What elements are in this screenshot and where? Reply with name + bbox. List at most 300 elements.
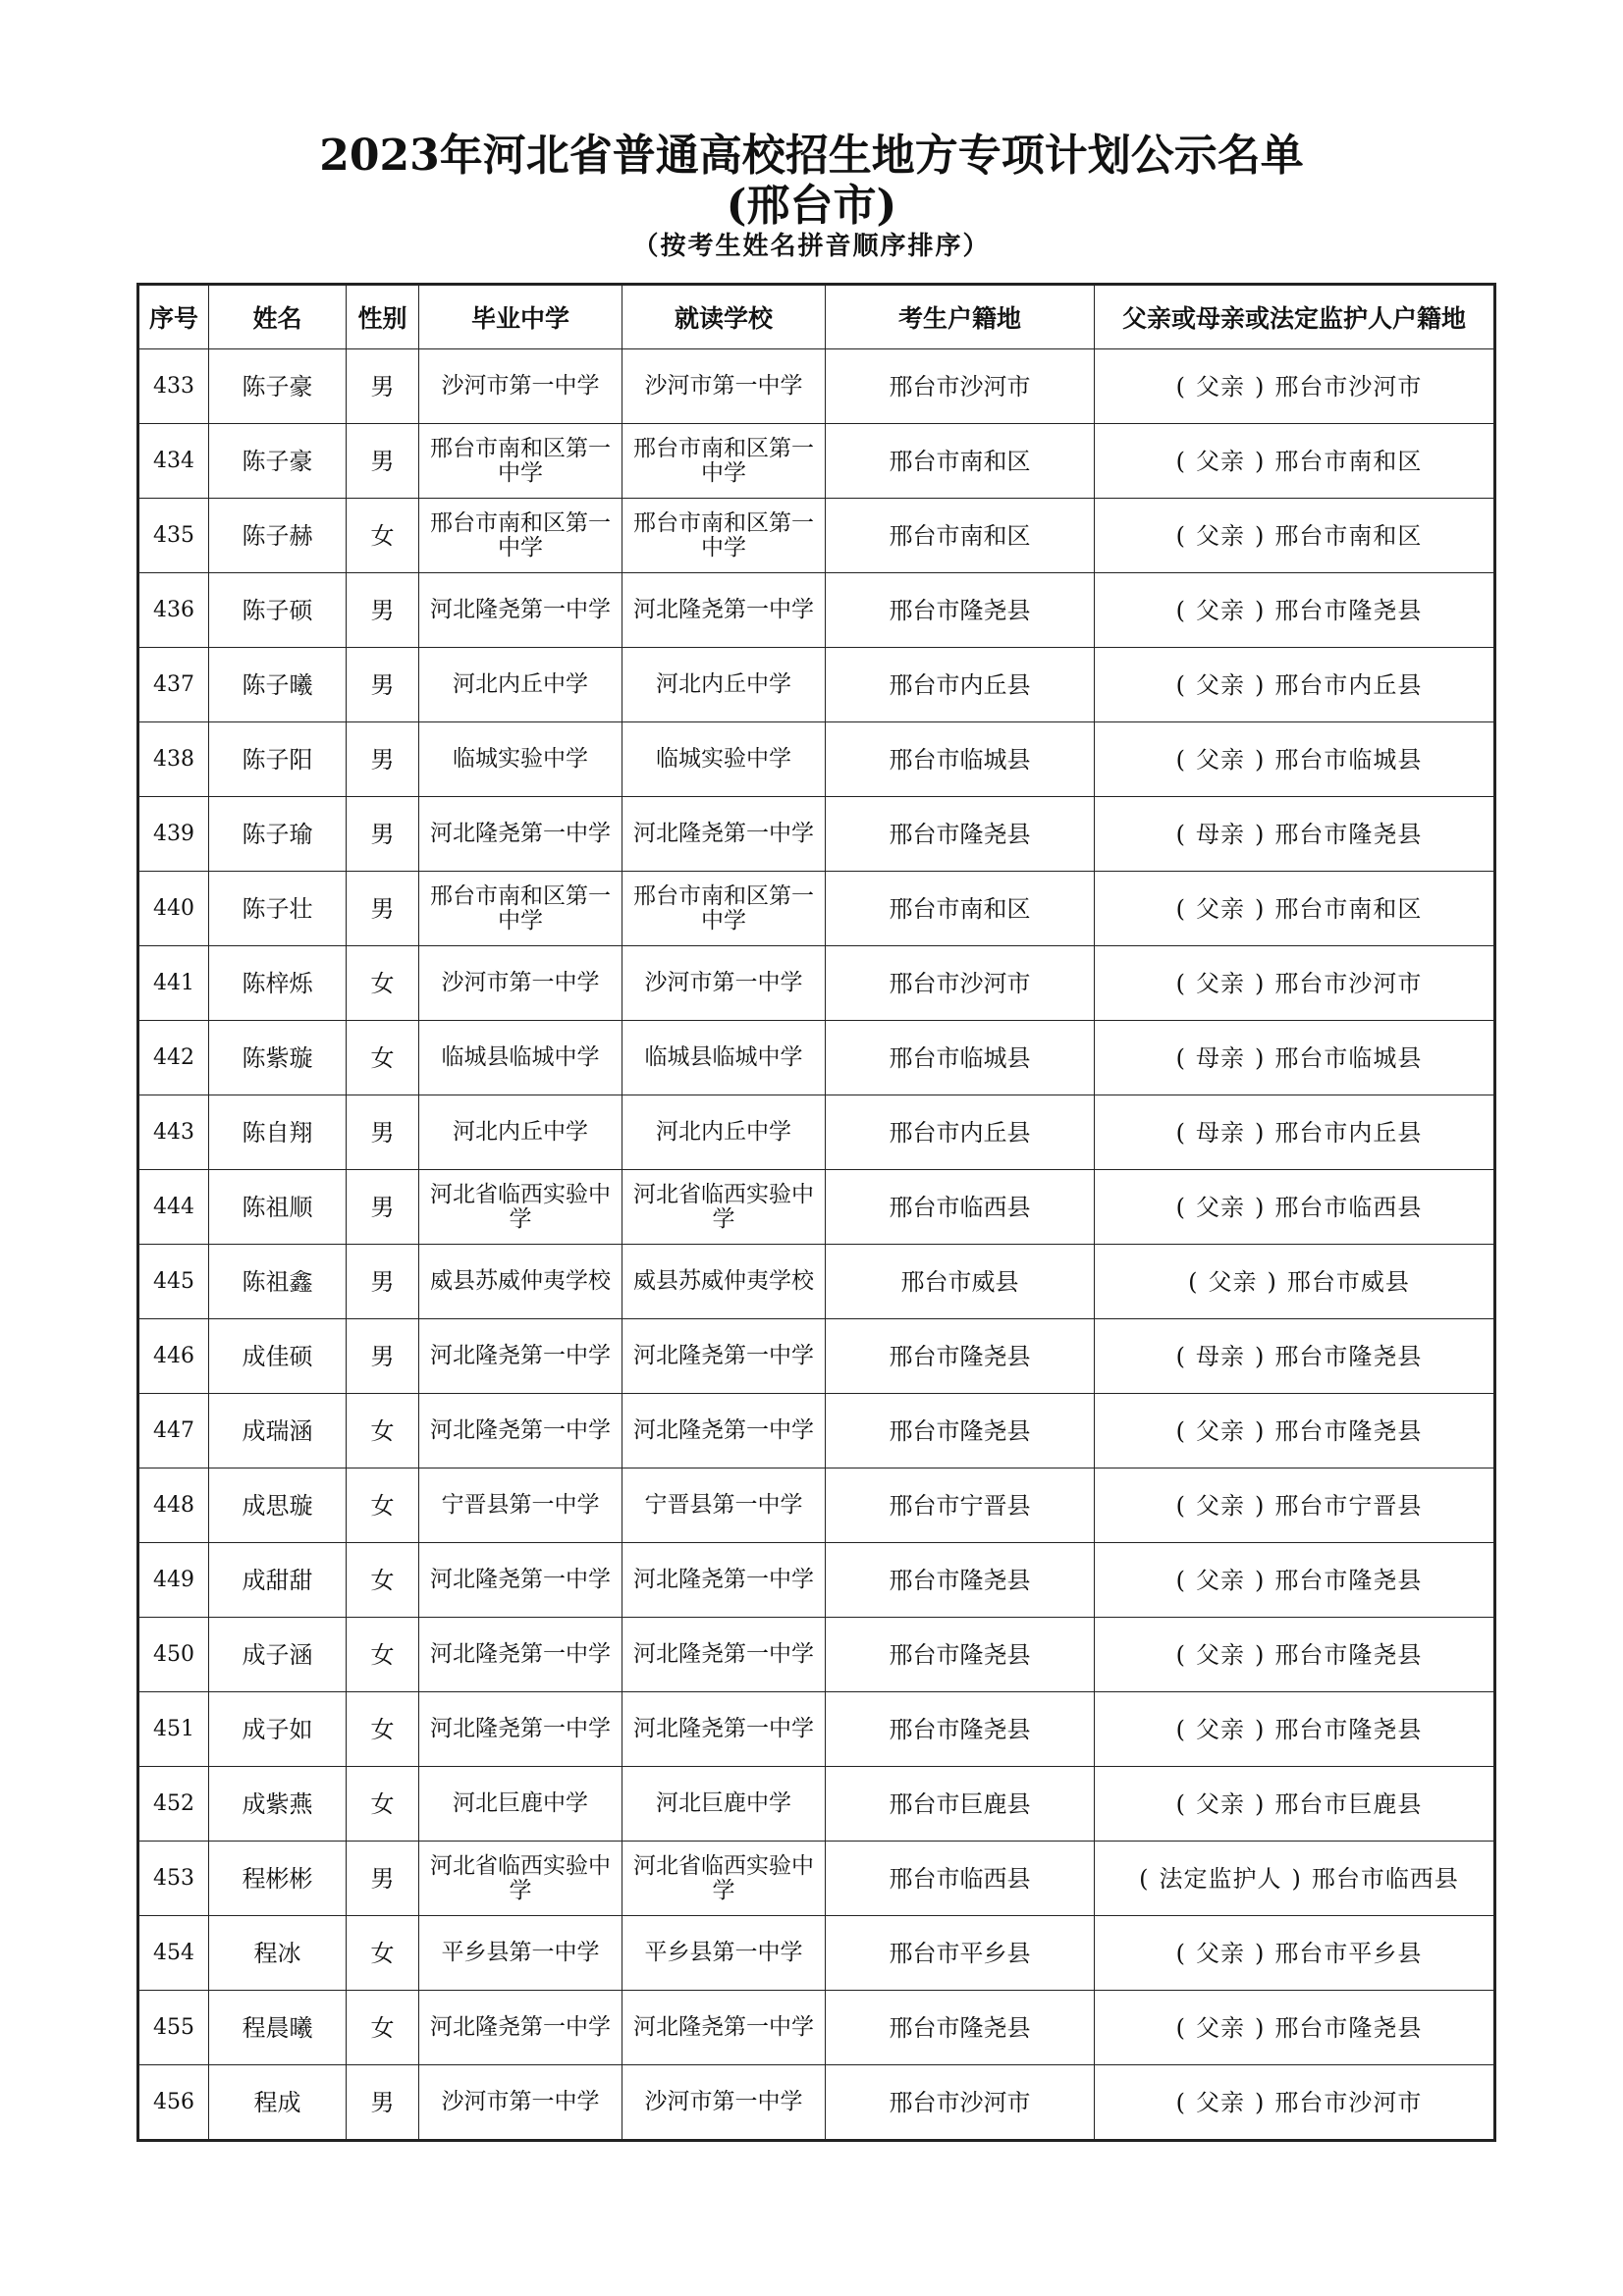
- cell-study-school: 河北隆尧第一中学: [622, 797, 826, 872]
- guardian-relation: 法定监护人: [1159, 1864, 1282, 1893]
- cell-gender: 女: [347, 1767, 419, 1842]
- guardian-domicile: 邢台市隆尧县: [1274, 1416, 1423, 1445]
- cell-no: 453: [138, 1842, 209, 1916]
- cell-guardian: [1095, 1021, 1495, 1095]
- cell-name: 成佳硕: [209, 1319, 347, 1394]
- open-paren: (: [1188, 1267, 1199, 1296]
- page-subtitle: (邢台市): [726, 181, 897, 231]
- table-row: [138, 722, 1495, 797]
- cell-domicile: 邢台市宁晋县: [826, 1468, 1095, 1543]
- guardian-relation: 父亲: [1196, 521, 1245, 550]
- cell-grad-school: 河北隆尧第一中学: [419, 1543, 622, 1618]
- table-row: [138, 573, 1495, 648]
- guardian-relation: 父亲: [1196, 372, 1245, 400]
- cell-no: 456: [138, 2065, 209, 2141]
- guardian-relation: 父亲: [1196, 447, 1245, 475]
- cell-study-school: 河北隆尧第一中学: [622, 573, 826, 648]
- guardian-domicile: 邢台市内丘县: [1274, 670, 1423, 699]
- cell-name: 陈紫璇: [209, 1021, 347, 1095]
- guardian-relation: 父亲: [1196, 894, 1245, 923]
- table-row: [138, 1916, 1495, 1991]
- cell-gender: 男: [347, 1095, 419, 1170]
- cell-name: 陈子壮: [209, 872, 347, 946]
- cell-domicile: 邢台市内丘县: [826, 648, 1095, 722]
- cell-name: 程彬彬: [209, 1842, 347, 1916]
- guardian-domicile: 邢台市平乡县: [1274, 1939, 1423, 1967]
- column-header-guardian-domicile: 父亲或母亲或法定监护人户籍地: [1095, 285, 1495, 349]
- guardian-relation: 父亲: [1196, 1416, 1245, 1445]
- guardian-domicile: 邢台市巨鹿县: [1274, 1789, 1423, 1818]
- cell-domicile: 邢台市隆尧县: [826, 1394, 1095, 1468]
- cell-guardian: [1095, 872, 1495, 946]
- table-row: [138, 2065, 1495, 2141]
- cell-domicile: 邢台市沙河市: [826, 2065, 1095, 2141]
- cell-gender: 男: [347, 648, 419, 722]
- cell-gender: 女: [347, 946, 419, 1021]
- guardian-domicile: 邢台市沙河市: [1274, 969, 1423, 997]
- cell-domicile: 邢台市临城县: [826, 1021, 1095, 1095]
- guardian-relation: 父亲: [1196, 2088, 1245, 2116]
- guardian-domicile: 邢台市隆尧县: [1274, 596, 1423, 624]
- cell-guardian: [1095, 1245, 1495, 1319]
- cell-domicile: 邢台市临西县: [826, 1170, 1095, 1245]
- column-header-domicile: 考生户籍地: [826, 285, 1095, 349]
- guardian-domicile: 邢台市隆尧县: [1274, 1566, 1423, 1594]
- cell-grad-school: 河北省临西实验中学: [419, 1170, 622, 1245]
- cell-name: 陈祖鑫: [209, 1245, 347, 1319]
- cell-no: 454: [138, 1916, 209, 1991]
- cell-gender: 男: [347, 722, 419, 797]
- table-row: [138, 1394, 1495, 1468]
- guardian-domicile: 邢台市临西县: [1311, 1864, 1459, 1893]
- close-paren: ): [1255, 447, 1266, 475]
- cell-name: 陈祖顺: [209, 1170, 347, 1245]
- cell-domicile: 邢台市隆尧县: [826, 1991, 1095, 2065]
- cell-gender: 女: [347, 1468, 419, 1543]
- cell-name: 成子如: [209, 1692, 347, 1767]
- cell-guardian: [1095, 349, 1495, 424]
- cell-guardian: [1095, 1842, 1495, 1916]
- close-paren: ): [1255, 670, 1266, 699]
- close-paren: ): [1255, 1416, 1266, 1445]
- guardian-relation: 父亲: [1196, 1789, 1245, 1818]
- cell-no: 442: [138, 1021, 209, 1095]
- open-paren: (: [1175, 969, 1186, 997]
- column-header-no: 序号: [138, 285, 209, 349]
- guardian-domicile: 邢台市隆尧县: [1274, 1715, 1423, 1743]
- cell-gender: 女: [347, 1692, 419, 1767]
- cell-name: 陈自翔: [209, 1095, 347, 1170]
- table-row: [138, 1170, 1495, 1245]
- cell-gender: 男: [347, 1170, 419, 1245]
- table-row: [138, 424, 1495, 499]
- close-paren: ): [1255, 1342, 1266, 1370]
- close-paren: ): [1267, 1267, 1277, 1296]
- guardian-domicile: 邢台市内丘县: [1274, 1118, 1423, 1147]
- cell-name: 陈梓烁: [209, 946, 347, 1021]
- close-paren: ): [1255, 372, 1266, 400]
- cell-guardian: [1095, 1618, 1495, 1692]
- cell-guardian: [1095, 797, 1495, 872]
- cell-name: 陈子豪: [209, 424, 347, 499]
- cell-domicile: 邢台市隆尧县: [826, 797, 1095, 872]
- close-paren: ): [1291, 1864, 1302, 1893]
- table-row: [138, 1543, 1495, 1618]
- cell-guardian: [1095, 1916, 1495, 1991]
- roster-table: [136, 283, 1496, 2142]
- table-row: [138, 1021, 1495, 1095]
- cell-gender: 女: [347, 1618, 419, 1692]
- cell-guardian: [1095, 722, 1495, 797]
- table-row: [138, 872, 1495, 946]
- cell-gender: 女: [347, 499, 419, 573]
- cell-domicile: 邢台市南和区: [826, 872, 1095, 946]
- cell-gender: 男: [347, 2065, 419, 2141]
- cell-no: 437: [138, 648, 209, 722]
- cell-grad-school: 平乡县第一中学: [419, 1916, 622, 1991]
- table-row: [138, 1991, 1495, 2065]
- open-paren: (: [1175, 1566, 1186, 1594]
- cell-guardian: [1095, 1468, 1495, 1543]
- cell-name: 程冰: [209, 1916, 347, 1991]
- cell-grad-school: 沙河市第一中学: [419, 946, 622, 1021]
- cell-study-school: 河北隆尧第一中学: [622, 1543, 826, 1618]
- open-paren: (: [1175, 596, 1186, 624]
- table-row: [138, 1095, 1495, 1170]
- cell-study-school: 宁晋县第一中学: [622, 1468, 826, 1543]
- column-header-study-school: 就读学校: [622, 285, 826, 349]
- open-paren: (: [1139, 1864, 1150, 1893]
- cell-guardian: [1095, 1692, 1495, 1767]
- cell-gender: 女: [347, 1021, 419, 1095]
- cell-domicile: 邢台市隆尧县: [826, 1692, 1095, 1767]
- table-row: [138, 946, 1495, 1021]
- cell-study-school: 河北省临西实验中学: [622, 1842, 826, 1916]
- cell-no: 451: [138, 1692, 209, 1767]
- cell-name: 程晨曦: [209, 1991, 347, 2065]
- guardian-domicile: 邢台市隆尧县: [1274, 2013, 1423, 2042]
- guardian-relation: 父亲: [1208, 1267, 1258, 1296]
- cell-study-school: 河北隆尧第一中学: [622, 1692, 826, 1767]
- open-paren: (: [1175, 745, 1186, 774]
- guardian-relation: 父亲: [1196, 596, 1245, 624]
- guardian-domicile: 邢台市临西县: [1274, 1193, 1423, 1221]
- guardian-domicile: 邢台市隆尧县: [1274, 1640, 1423, 1669]
- cell-no: 438: [138, 722, 209, 797]
- cell-guardian: [1095, 1543, 1495, 1618]
- cell-study-school: 河北内丘中学: [622, 648, 826, 722]
- cell-study-school: 河北隆尧第一中学: [622, 1394, 826, 1468]
- table-row: [138, 1692, 1495, 1767]
- guardian-domicile: 邢台市沙河市: [1274, 2088, 1423, 2116]
- guardian-relation: 父亲: [1196, 969, 1245, 997]
- cell-name: 程成: [209, 2065, 347, 2141]
- cell-grad-school: 威县苏威仲夷学校: [419, 1245, 622, 1319]
- guardian-relation: 父亲: [1196, 1491, 1245, 1520]
- cell-domicile: 邢台市内丘县: [826, 1095, 1095, 1170]
- cell-grad-school: 河北隆尧第一中学: [419, 1319, 622, 1394]
- cell-study-school: 沙河市第一中学: [622, 349, 826, 424]
- guardian-relation: 父亲: [1196, 670, 1245, 699]
- cell-name: 成思璇: [209, 1468, 347, 1543]
- cell-name: 成瑞涵: [209, 1394, 347, 1468]
- cell-gender: 男: [347, 349, 419, 424]
- cell-study-school: 临城实验中学: [622, 722, 826, 797]
- cell-grad-school: 河北巨鹿中学: [419, 1767, 622, 1842]
- close-paren: ): [1255, 2088, 1266, 2116]
- cell-guardian: [1095, 499, 1495, 573]
- guardian-domicile: 邢台市沙河市: [1274, 372, 1423, 400]
- table-body: [138, 349, 1495, 2141]
- cell-grad-school: 沙河市第一中学: [419, 2065, 622, 2141]
- cell-no: 448: [138, 1468, 209, 1543]
- cell-name: 成紫燕: [209, 1767, 347, 1842]
- column-header-name: 姓名: [209, 285, 347, 349]
- cell-no: 447: [138, 1394, 209, 1468]
- open-paren: (: [1175, 820, 1186, 848]
- cell-name: 陈子曦: [209, 648, 347, 722]
- cell-grad-school: 临城实验中学: [419, 722, 622, 797]
- cell-domicile: 邢台市隆尧县: [826, 1618, 1095, 1692]
- cell-gender: 女: [347, 1394, 419, 1468]
- guardian-relation: 母亲: [1196, 820, 1245, 848]
- cell-no: 446: [138, 1319, 209, 1394]
- cell-grad-school: 河北内丘中学: [419, 648, 622, 722]
- guardian-relation: 母亲: [1196, 1043, 1245, 1072]
- guardian-domicile: 邢台市南和区: [1274, 894, 1423, 923]
- cell-domicile: 邢台市沙河市: [826, 349, 1095, 424]
- cell-gender: 男: [347, 573, 419, 648]
- open-paren: (: [1175, 1491, 1186, 1520]
- open-paren: (: [1175, 1043, 1186, 1072]
- open-paren: (: [1175, 521, 1186, 550]
- guardian-domicile: 邢台市隆尧县: [1274, 1342, 1423, 1370]
- cell-grad-school: 邢台市南和区第一中学: [419, 424, 622, 499]
- close-paren: ): [1255, 1193, 1266, 1221]
- cell-no: 452: [138, 1767, 209, 1842]
- cell-name: 陈子豪: [209, 349, 347, 424]
- cell-no: 455: [138, 1991, 209, 2065]
- cell-guardian: [1095, 1319, 1495, 1394]
- cell-domicile: 邢台市隆尧县: [826, 1319, 1095, 1394]
- cell-grad-school: 邢台市南和区第一中学: [419, 872, 622, 946]
- open-paren: (: [1175, 1789, 1186, 1818]
- cell-no: 433: [138, 349, 209, 424]
- cell-no: 439: [138, 797, 209, 872]
- cell-guardian: [1095, 2065, 1495, 2141]
- open-paren: (: [1175, 1118, 1186, 1147]
- cell-domicile: 邢台市临西县: [826, 1842, 1095, 1916]
- open-paren: (: [1175, 372, 1186, 400]
- cell-domicile: 邢台市临城县: [826, 722, 1095, 797]
- cell-grad-school: 河北隆尧第一中学: [419, 1618, 622, 1692]
- cell-study-school: 沙河市第一中学: [622, 2065, 826, 2141]
- guardian-domicile: 邢台市临城县: [1274, 745, 1423, 774]
- close-paren: ): [1255, 596, 1266, 624]
- guardian-relation: 父亲: [1196, 1715, 1245, 1743]
- cell-grad-school: 临城县临城中学: [419, 1021, 622, 1095]
- table-row: [138, 1319, 1495, 1394]
- cell-no: 435: [138, 499, 209, 573]
- open-paren: (: [1175, 1193, 1186, 1221]
- cell-name: 陈子瑜: [209, 797, 347, 872]
- cell-study-school: 平乡县第一中学: [622, 1916, 826, 1991]
- close-paren: ): [1255, 1640, 1266, 1669]
- cell-domicile: 邢台市隆尧县: [826, 573, 1095, 648]
- cell-study-school: 邢台市南和区第一中学: [622, 499, 826, 573]
- close-paren: ): [1255, 1566, 1266, 1594]
- guardian-relation: 父亲: [1196, 1939, 1245, 1967]
- cell-domicile: 邢台市巨鹿县: [826, 1767, 1095, 1842]
- cell-domicile: 邢台市威县: [826, 1245, 1095, 1319]
- close-paren: ): [1255, 1491, 1266, 1520]
- open-paren: (: [1175, 447, 1186, 475]
- open-paren: (: [1175, 894, 1186, 923]
- table-row: [138, 797, 1495, 872]
- cell-no: 436: [138, 573, 209, 648]
- cell-study-school: 威县苏威仲夷学校: [622, 1245, 826, 1319]
- cell-domicile: 邢台市沙河市: [826, 946, 1095, 1021]
- cell-grad-school: 河北隆尧第一中学: [419, 573, 622, 648]
- close-paren: ): [1255, 1118, 1266, 1147]
- close-paren: ): [1255, 820, 1266, 848]
- cell-grad-school: 邢台市南和区第一中学: [419, 499, 622, 573]
- cell-name: 陈子阳: [209, 722, 347, 797]
- cell-no: 443: [138, 1095, 209, 1170]
- table-row: [138, 1842, 1495, 1916]
- cell-guardian: [1095, 1394, 1495, 1468]
- cell-grad-school: 沙河市第一中学: [419, 349, 622, 424]
- cell-gender: 男: [347, 1319, 419, 1394]
- column-header-gender: 性别: [347, 285, 419, 349]
- open-paren: (: [1175, 2088, 1186, 2116]
- sort-note: （按考生姓名拼音顺序排序）: [632, 232, 991, 261]
- cell-name: 陈子赫: [209, 499, 347, 573]
- cell-study-school: 河北隆尧第一中学: [622, 1319, 826, 1394]
- cell-no: 441: [138, 946, 209, 1021]
- close-paren: ): [1255, 745, 1266, 774]
- cell-no: 450: [138, 1618, 209, 1692]
- cell-guardian: [1095, 1095, 1495, 1170]
- cell-grad-school: 河北隆尧第一中学: [419, 1394, 622, 1468]
- cell-name: 成甜甜: [209, 1543, 347, 1618]
- guardian-relation: 父亲: [1196, 1193, 1245, 1221]
- table-row: [138, 1767, 1495, 1842]
- column-header-grad-school: 毕业中学: [419, 285, 622, 349]
- close-paren: ): [1255, 894, 1266, 923]
- cell-study-school: 河北隆尧第一中学: [622, 1618, 826, 1692]
- guardian-relation: 母亲: [1196, 1342, 1245, 1370]
- cell-study-school: 邢台市南和区第一中学: [622, 424, 826, 499]
- open-paren: (: [1175, 1416, 1186, 1445]
- cell-grad-school: 宁晋县第一中学: [419, 1468, 622, 1543]
- cell-domicile: 邢台市隆尧县: [826, 1543, 1095, 1618]
- cell-domicile: 邢台市平乡县: [826, 1916, 1095, 1991]
- table-header-row: [138, 285, 1495, 349]
- table-row: [138, 648, 1495, 722]
- cell-study-school: 河北巨鹿中学: [622, 1767, 826, 1842]
- cell-gender: 男: [347, 1245, 419, 1319]
- cell-gender: 女: [347, 1991, 419, 2065]
- cell-gender: 女: [347, 1916, 419, 1991]
- cell-study-school: 沙河市第一中学: [622, 946, 826, 1021]
- open-paren: (: [1175, 2013, 1186, 2042]
- cell-gender: 男: [347, 1842, 419, 1916]
- cell-study-school: 临城县临城中学: [622, 1021, 826, 1095]
- close-paren: ): [1255, 1043, 1266, 1072]
- table-row: [138, 349, 1495, 424]
- cell-guardian: [1095, 424, 1495, 499]
- cell-grad-school: 河北隆尧第一中学: [419, 1692, 622, 1767]
- table-row: [138, 1468, 1495, 1543]
- guardian-relation: 父亲: [1196, 1640, 1245, 1669]
- cell-guardian: [1095, 1767, 1495, 1842]
- cell-guardian: [1095, 648, 1495, 722]
- close-paren: ): [1255, 2013, 1266, 2042]
- cell-grad-school: 河北省临西实验中学: [419, 1842, 622, 1916]
- cell-grad-school: 河北隆尧第一中学: [419, 797, 622, 872]
- close-paren: ): [1255, 1715, 1266, 1743]
- cell-no: 434: [138, 424, 209, 499]
- cell-gender: 男: [347, 872, 419, 946]
- guardian-domicile: 邢台市隆尧县: [1274, 820, 1423, 848]
- cell-name: 陈子硕: [209, 573, 347, 648]
- cell-name: 成子涵: [209, 1618, 347, 1692]
- open-paren: (: [1175, 1715, 1186, 1743]
- cell-guardian: [1095, 1170, 1495, 1245]
- guardian-domicile: 邢台市宁晋县: [1274, 1491, 1423, 1520]
- cell-gender: 男: [347, 424, 419, 499]
- cell-grad-school: 河北隆尧第一中学: [419, 1991, 622, 2065]
- table-row: [138, 499, 1495, 573]
- cell-no: 444: [138, 1170, 209, 1245]
- cell-domicile: 邢台市南和区: [826, 499, 1095, 573]
- cell-no: 449: [138, 1543, 209, 1618]
- cell-guardian: [1095, 1991, 1495, 2065]
- cell-study-school: 河北隆尧第一中学: [622, 1991, 826, 2065]
- cell-study-school: 河北省临西实验中学: [622, 1170, 826, 1245]
- close-paren: ): [1255, 521, 1266, 550]
- close-paren: ): [1255, 1939, 1266, 1967]
- close-paren: ): [1255, 1789, 1266, 1818]
- cell-domicile: 邢台市南和区: [826, 424, 1095, 499]
- table-row: [138, 1245, 1495, 1319]
- guardian-domicile: 邢台市临城县: [1274, 1043, 1423, 1072]
- table-row: [138, 1618, 1495, 1692]
- guardian-relation: 母亲: [1196, 1118, 1245, 1147]
- guardian-domicile: 邢台市威县: [1286, 1267, 1410, 1296]
- cell-no: 445: [138, 1245, 209, 1319]
- cell-no: 440: [138, 872, 209, 946]
- cell-study-school: 河北内丘中学: [622, 1095, 826, 1170]
- cell-guardian: [1095, 573, 1495, 648]
- cell-guardian: [1095, 946, 1495, 1021]
- guardian-relation: 父亲: [1196, 745, 1245, 774]
- guardian-relation: 父亲: [1196, 2013, 1245, 2042]
- page-title: 2023年河北省普通高校招生地方专项计划公示名单: [319, 131, 1304, 181]
- open-paren: (: [1175, 1939, 1186, 1967]
- guardian-domicile: 邢台市南和区: [1274, 447, 1423, 475]
- cell-gender: 女: [347, 1543, 419, 1618]
- cell-study-school: 邢台市南和区第一中学: [622, 872, 826, 946]
- close-paren: ): [1255, 969, 1266, 997]
- guardian-domicile: 邢台市南和区: [1274, 521, 1423, 550]
- open-paren: (: [1175, 1640, 1186, 1669]
- open-paren: (: [1175, 1342, 1186, 1370]
- cell-grad-school: 河北内丘中学: [419, 1095, 622, 1170]
- cell-gender: 男: [347, 797, 419, 872]
- guardian-relation: 父亲: [1196, 1566, 1245, 1594]
